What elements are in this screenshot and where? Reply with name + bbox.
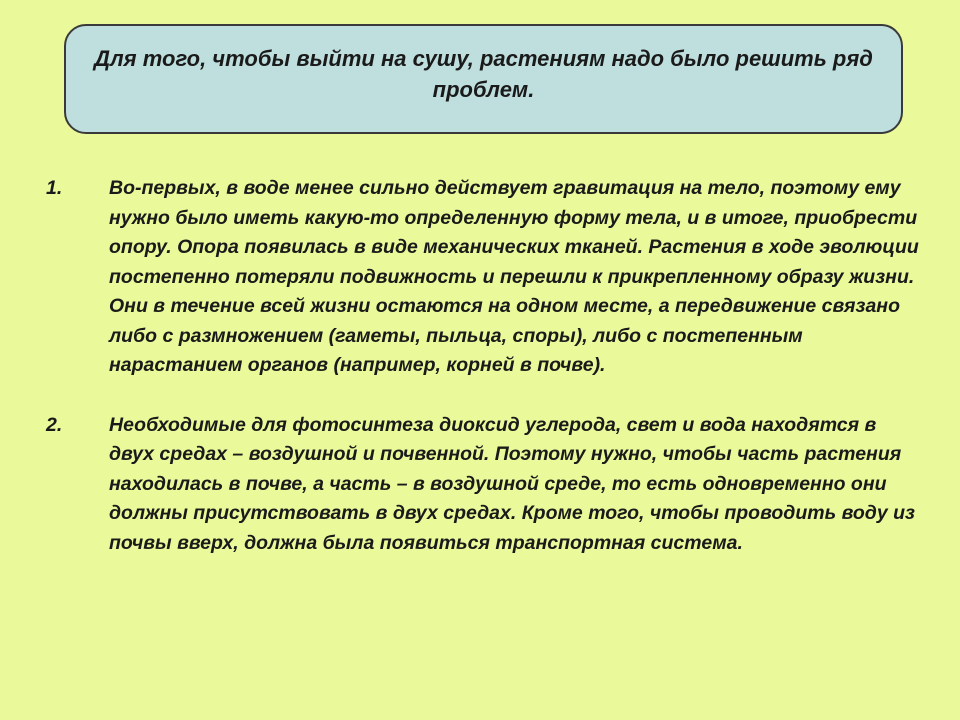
slide-title: Для того, чтобы выйти на сушу, растениям надо было решить ряд проблем. [94,46,873,102]
list-item [46,411,926,559]
list-item-text: Во-первых, в воде менее сильно действует гравитация на тело, поэтому ему нужно было иметь какую-то определенную форму тела, и в итоге, приобрести опору. Опора появилась в виде механических тканей. Растения в ходе эволюции постепенно потеряли подвижность и перешли к прикрепленному образу жизни. Они в течение всей жизни остаются на одном месте, а передвижение связано либо с размножением (гаметы, пыльца, споры), либо с постепенным нарастанием органов (например, корней в почве). [109,177,919,376]
title-box [64,24,903,134]
list-item-text: Необходимые для фотосинтеза диоксид углерода, свет и вода находятся в двух средах – воздушной и почвенной. Поэтому нужно, чтобы часть растения находилась в почве, а часть – в воздушной среде, то есть одновременно они должны присутствовать в двух средах. Кроме того, чтобы проводить воду из почвы вверх, должна была появиться транспортная система. [109,413,915,554]
list-item [46,174,926,381]
list-item-number: 1. [46,177,63,199]
problem-list [46,174,926,558]
list-item-number: 2. [46,413,63,436]
